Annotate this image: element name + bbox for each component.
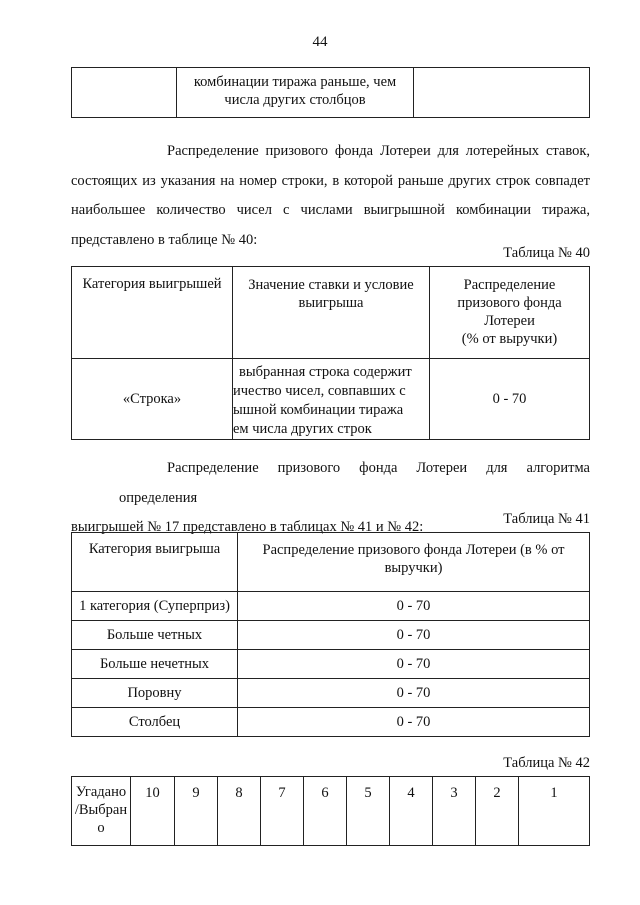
paragraph-line: наибольшее количество чисел с числами выигрышной комбинации тиража, [71,202,590,218]
continued-table-cell-empty [72,68,177,118]
table40-row-condition [233,359,430,440]
table-row [72,650,590,679]
table41-caption: Таблица № 41 [503,511,590,527]
paragraph-line: выигрышей № 17 представлено в таблицах № 41 и № 42: [71,519,424,535]
table42-corner-line: о [97,820,105,836]
paragraph-line: представлено в таблице № 40: [71,231,258,248]
table41-header-category: Категория выигрыша [72,533,238,592]
table42-caption: Таблица № 42 [503,755,590,771]
table41-header-line: выручки) [384,560,443,576]
table40-header-line: призового фонда [457,295,562,311]
table40-header-line: Значение ставки и условие [248,277,414,293]
table40-header-line: выигрыша [298,295,364,311]
table41-header-line: Распределение призового фонда Лотереи (в % от [262,542,565,558]
table40-row-share: 0 - 70 [430,359,590,440]
table40-header-share [430,267,590,359]
table-row [72,708,590,737]
paragraph-table41-intro [71,454,590,543]
table-row [72,592,590,621]
continued-table-cell-empty [414,68,590,118]
table-41 [71,532,590,737]
table40-condition-line: ичество чисел, совпавших с [233,383,406,399]
table41-share: 0 - 70 [238,708,590,737]
paragraph-line: Распределение призового фонда Лотереи для алгоритма определения [119,460,590,506]
table-40 [71,266,590,440]
table42-col-header: 3 [433,777,476,846]
paragraph-table40-intro [71,137,590,255]
continued-table [71,67,590,118]
table40-header-category: Категория выигрышей [72,267,233,359]
table40-header-line: Лотереи [484,313,535,329]
table42-corner-line: Угадано [75,784,127,800]
page-number: 44 [312,34,328,50]
paragraph-line: Распределение призового фонда Лотереи для лотерейных ставок, [167,143,590,159]
table40-caption: Таблица № 40 [503,245,590,261]
table42-col-header: 5 [347,777,390,846]
table42-col-header: 6 [304,777,347,846]
table40-condition-line: ем числа других строк [233,421,372,437]
continued-table-line: числа других столбцов [224,92,366,108]
table40-condition-line: ышной комбинации тиража [233,402,404,418]
table42-corner-line: /Выбран [74,802,128,818]
table41-category: Столбец [72,708,238,737]
table40-row-category: «Строка» [72,359,233,440]
table-42 [71,776,590,846]
table41-category: 1 категория (Суперприз) [72,592,238,621]
table42-col-header: 8 [218,777,261,846]
continued-table-line: комбинации тиража раньше, чем [193,74,397,90]
table41-category: Больше нечетных [72,650,238,679]
table41-share: 0 - 70 [238,679,590,708]
table40-header-line: (% от выручки) [461,331,558,347]
table-row [72,621,590,650]
table40-condition-line: выбранная строка содержит [239,364,412,380]
table42-col-header: 2 [476,777,519,846]
table41-share: 0 - 70 [238,650,590,679]
table42-col-header: 10 [131,777,175,846]
table40-header-condition [233,267,430,359]
table42-col-header: 9 [175,777,218,846]
table41-share: 0 - 70 [238,592,590,621]
table41-category: Больше четных [72,621,238,650]
table41-share: 0 - 70 [238,621,590,650]
table-row [72,679,590,708]
paragraph-line: состоящих из указания на номер строки, в которой раньше других строк совпадет [71,172,590,189]
table42-col-header: 7 [261,777,304,846]
table41-header-share [238,533,590,592]
table41-category: Поровну [72,679,238,708]
table42-corner [72,777,131,846]
table42-col-header: 1 [519,777,590,846]
table42-col-header: 4 [390,777,433,846]
table40-header-line: Распределение [463,277,556,293]
continued-table-cell-text [177,68,414,118]
